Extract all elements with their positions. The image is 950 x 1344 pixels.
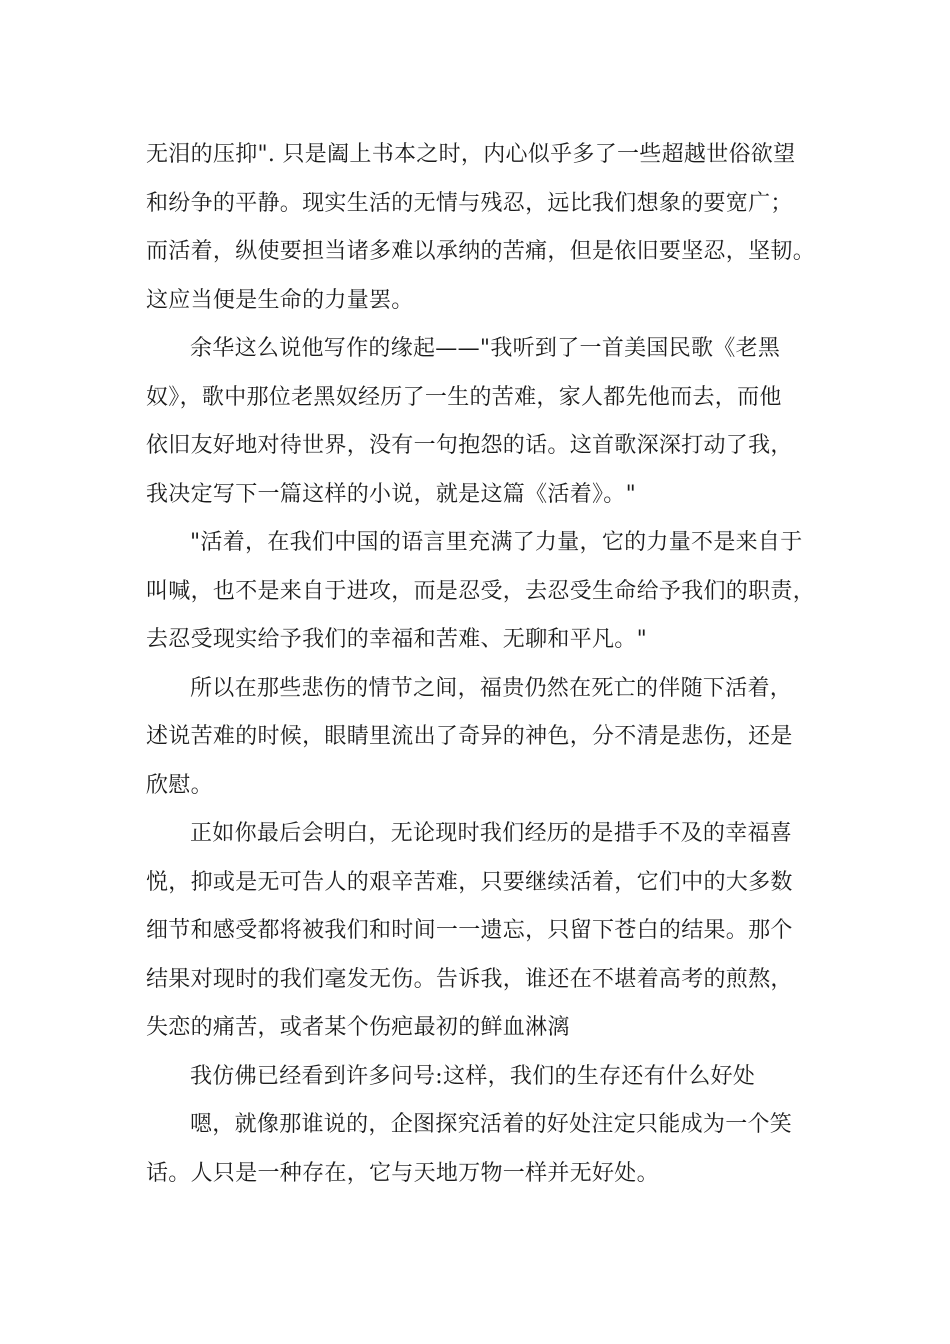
paragraph-3 [146, 519, 826, 665]
paragraph-2 [146, 325, 826, 519]
text-line: 述说苦难的时候，眼睛里流出了奇异的神色，分不清是悲伤，还是 [146, 724, 793, 749]
text-line: 叫喊，也不是来自于进攻，而是忍受，去忍受生命给予我们的职责， [146, 578, 816, 604]
text-line: 余华这么说他写作的缘起——"我听到了一首美国民歌《老黑 [190, 336, 781, 361]
text-line: 欣慰。 [146, 772, 213, 798]
paragraph-5 [146, 810, 826, 1053]
text-line: 我仿佛已经看到许多问号:这样，我们的生存还有什么好处 [190, 1063, 756, 1089]
text-line: 正如你最后会明白，无论现时我们经历的是措手不及的幸福喜 [190, 821, 793, 846]
text-line: 无泪的压抑". 只是阖上书本之时，内心似乎多了一些超越世俗欲望 [146, 142, 796, 167]
text-line: 这应当便是生命的力量罢。 [146, 287, 414, 313]
text-line: 悦，抑或是无可告人的艰辛苦难，只要继续活着，它们中的大多数 [146, 869, 793, 895]
text-line: 我决定写下一篇这样的小说，就是这篇《活着》。" [146, 481, 637, 507]
text-line: 失恋的痛苦，或者某个伤疤最初的鲜血淋漓 [146, 1015, 570, 1040]
paragraph-7 [146, 1101, 826, 1198]
paragraph-4 [146, 665, 826, 811]
text-line: 嗯，就像那谁说的，企图探究活着的好处注定只能成为一个笑 [190, 1112, 793, 1137]
text-line: 细节和感受都将被我们和时间一一遗忘，只留下苍白的结果。那个 [146, 918, 793, 943]
text-line: 结果对现时的我们毫发无伤。告诉我，谁还在不堪着高考的煎熬， [146, 966, 793, 992]
paragraph-6 [146, 1053, 826, 1102]
text-line: 和纷争的平静。现实生活的无情与残忍，远比我们想象的要宽广； [146, 190, 793, 216]
paragraph-1 [146, 131, 826, 325]
text-line: 所以在那些悲伤的情节之间，福贵仍然在死亡的伴随下活着， [190, 675, 793, 701]
text-line: "活着，在我们中国的语言里充满了力量，它的力量不是来自于 [190, 530, 803, 555]
text-line: 去忍受现实给予我们的幸福和苦难、无聊和平凡。" [146, 627, 648, 652]
text-line: 话。人只是一种存在，它与天地万物一样并无好处。 [146, 1160, 659, 1186]
document-body [146, 131, 826, 1198]
text-line: 依旧友好地对待世界，没有一句抱怨的话。这首歌深深打动了我， [146, 433, 793, 458]
text-line: 而活着，纵使要担当诸多难以承纳的苦痛，但是依旧要坚忍，坚韧。 [146, 239, 816, 264]
text-line: 奴》，歌中那位老黑奴经历了一生的苦难，家人都先他而去，而他 [146, 384, 782, 410]
